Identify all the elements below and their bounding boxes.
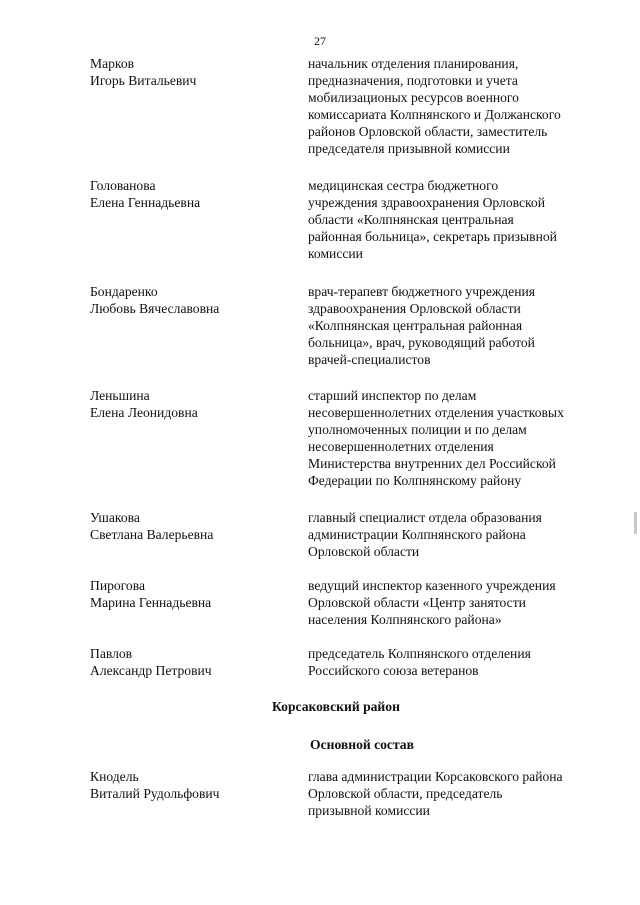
role-line: области «Колпнянская центральная	[308, 212, 514, 227]
member-name	[90, 55, 290, 89]
member-name	[90, 509, 290, 543]
member-name	[90, 768, 290, 802]
member-given-names: Марина Геннадьевна	[90, 595, 212, 610]
member-given-names: Александр Петрович	[90, 663, 212, 678]
role-line: Российского союза ветеранов	[308, 663, 479, 678]
role-line: населения Колпнянского района»	[308, 612, 502, 627]
member-surname: Ушакова	[90, 510, 140, 525]
role-line: несовершеннолетних отделения участковых	[308, 405, 564, 420]
role-line: врачей-специалистов	[308, 352, 431, 367]
member-surname: Бондаренко	[90, 284, 158, 299]
role-line: Министерства внутренних дел Российской	[308, 456, 556, 471]
member-surname: Кнодель	[90, 769, 139, 784]
section-heading: Корсаковский район	[272, 699, 400, 714]
role-line: главный специалист отдела образования	[308, 510, 542, 525]
role-line: глава администрации Корсаковского района	[308, 769, 563, 784]
member-role	[308, 283, 608, 368]
subsection-heading: Основной состав	[310, 737, 414, 752]
member-name	[90, 387, 290, 421]
page-number: 27	[314, 34, 326, 48]
member-given-names: Игорь Витальевич	[90, 73, 197, 88]
role-line: медицинская сестра бюджетного	[308, 178, 499, 193]
role-line: администрации Колпнянского района	[308, 527, 526, 542]
member-surname: Павлов	[90, 646, 133, 661]
member-surname: Голованова	[90, 178, 156, 193]
member-role	[308, 768, 608, 819]
member-name	[90, 577, 290, 611]
role-line: районов Орловской области, заместитель	[308, 124, 548, 139]
role-line: председатель Колпнянского отделения	[308, 646, 531, 661]
member-role	[308, 645, 608, 679]
member-role	[308, 509, 608, 560]
role-line: Федерации по Колпнянскому району	[308, 473, 522, 488]
role-line: Орловской области	[308, 544, 420, 559]
role-line: мобилизационых ресурсов военного	[308, 90, 519, 105]
role-line: больница», врач, руководящий работой	[308, 335, 535, 350]
role-line: учреждения здравоохранения Орловской	[308, 195, 545, 210]
member-given-names: Любовь Вячеславовна	[90, 301, 220, 316]
member-given-names: Светлана Валерьевна	[90, 527, 214, 542]
role-line: «Колпнянская центральная районная	[308, 318, 523, 333]
role-line: старший инспектор по делам	[308, 388, 477, 403]
member-given-names: Елена Леонидовна	[90, 405, 198, 420]
role-line: призывной комиссии	[308, 803, 430, 818]
role-line: районная больница», секретарь призывной	[308, 229, 557, 244]
role-line: предназначения, подготовки и учета	[308, 73, 518, 88]
member-given-names: Виталий Рудольфович	[90, 786, 220, 801]
member-role	[308, 55, 608, 157]
role-line: комиссии	[308, 246, 363, 261]
role-line: уполномоченных полиции и по делам	[308, 422, 527, 437]
member-role	[308, 177, 608, 262]
role-line: ведущий инспектор казенного учреждения	[308, 578, 556, 593]
member-surname: Марков	[90, 56, 135, 71]
role-line: председателя призывной комиссии	[308, 141, 510, 156]
role-line: начальник отделения планирования,	[308, 56, 519, 71]
role-line: несовершеннолетних отделения	[308, 439, 494, 454]
member-role	[308, 577, 608, 628]
role-line: Орловской области «Центр занятости	[308, 595, 526, 610]
role-line: комиссариата Колпнянского и Должанского	[308, 107, 561, 122]
member-role	[308, 387, 608, 489]
role-line: врач-терапевт бюджетного учреждения	[308, 284, 536, 299]
member-surname: Леньшина	[90, 388, 150, 403]
scan-margin-mark	[634, 512, 637, 534]
member-surname: Пирогова	[90, 578, 145, 593]
role-line: Орловской области, председатель	[308, 786, 503, 801]
member-name	[90, 177, 290, 211]
member-name	[90, 283, 290, 317]
role-line: здравоохранения Орловской области	[308, 301, 521, 316]
member-name	[90, 645, 290, 679]
member-given-names: Елена Геннадьевна	[90, 195, 201, 210]
